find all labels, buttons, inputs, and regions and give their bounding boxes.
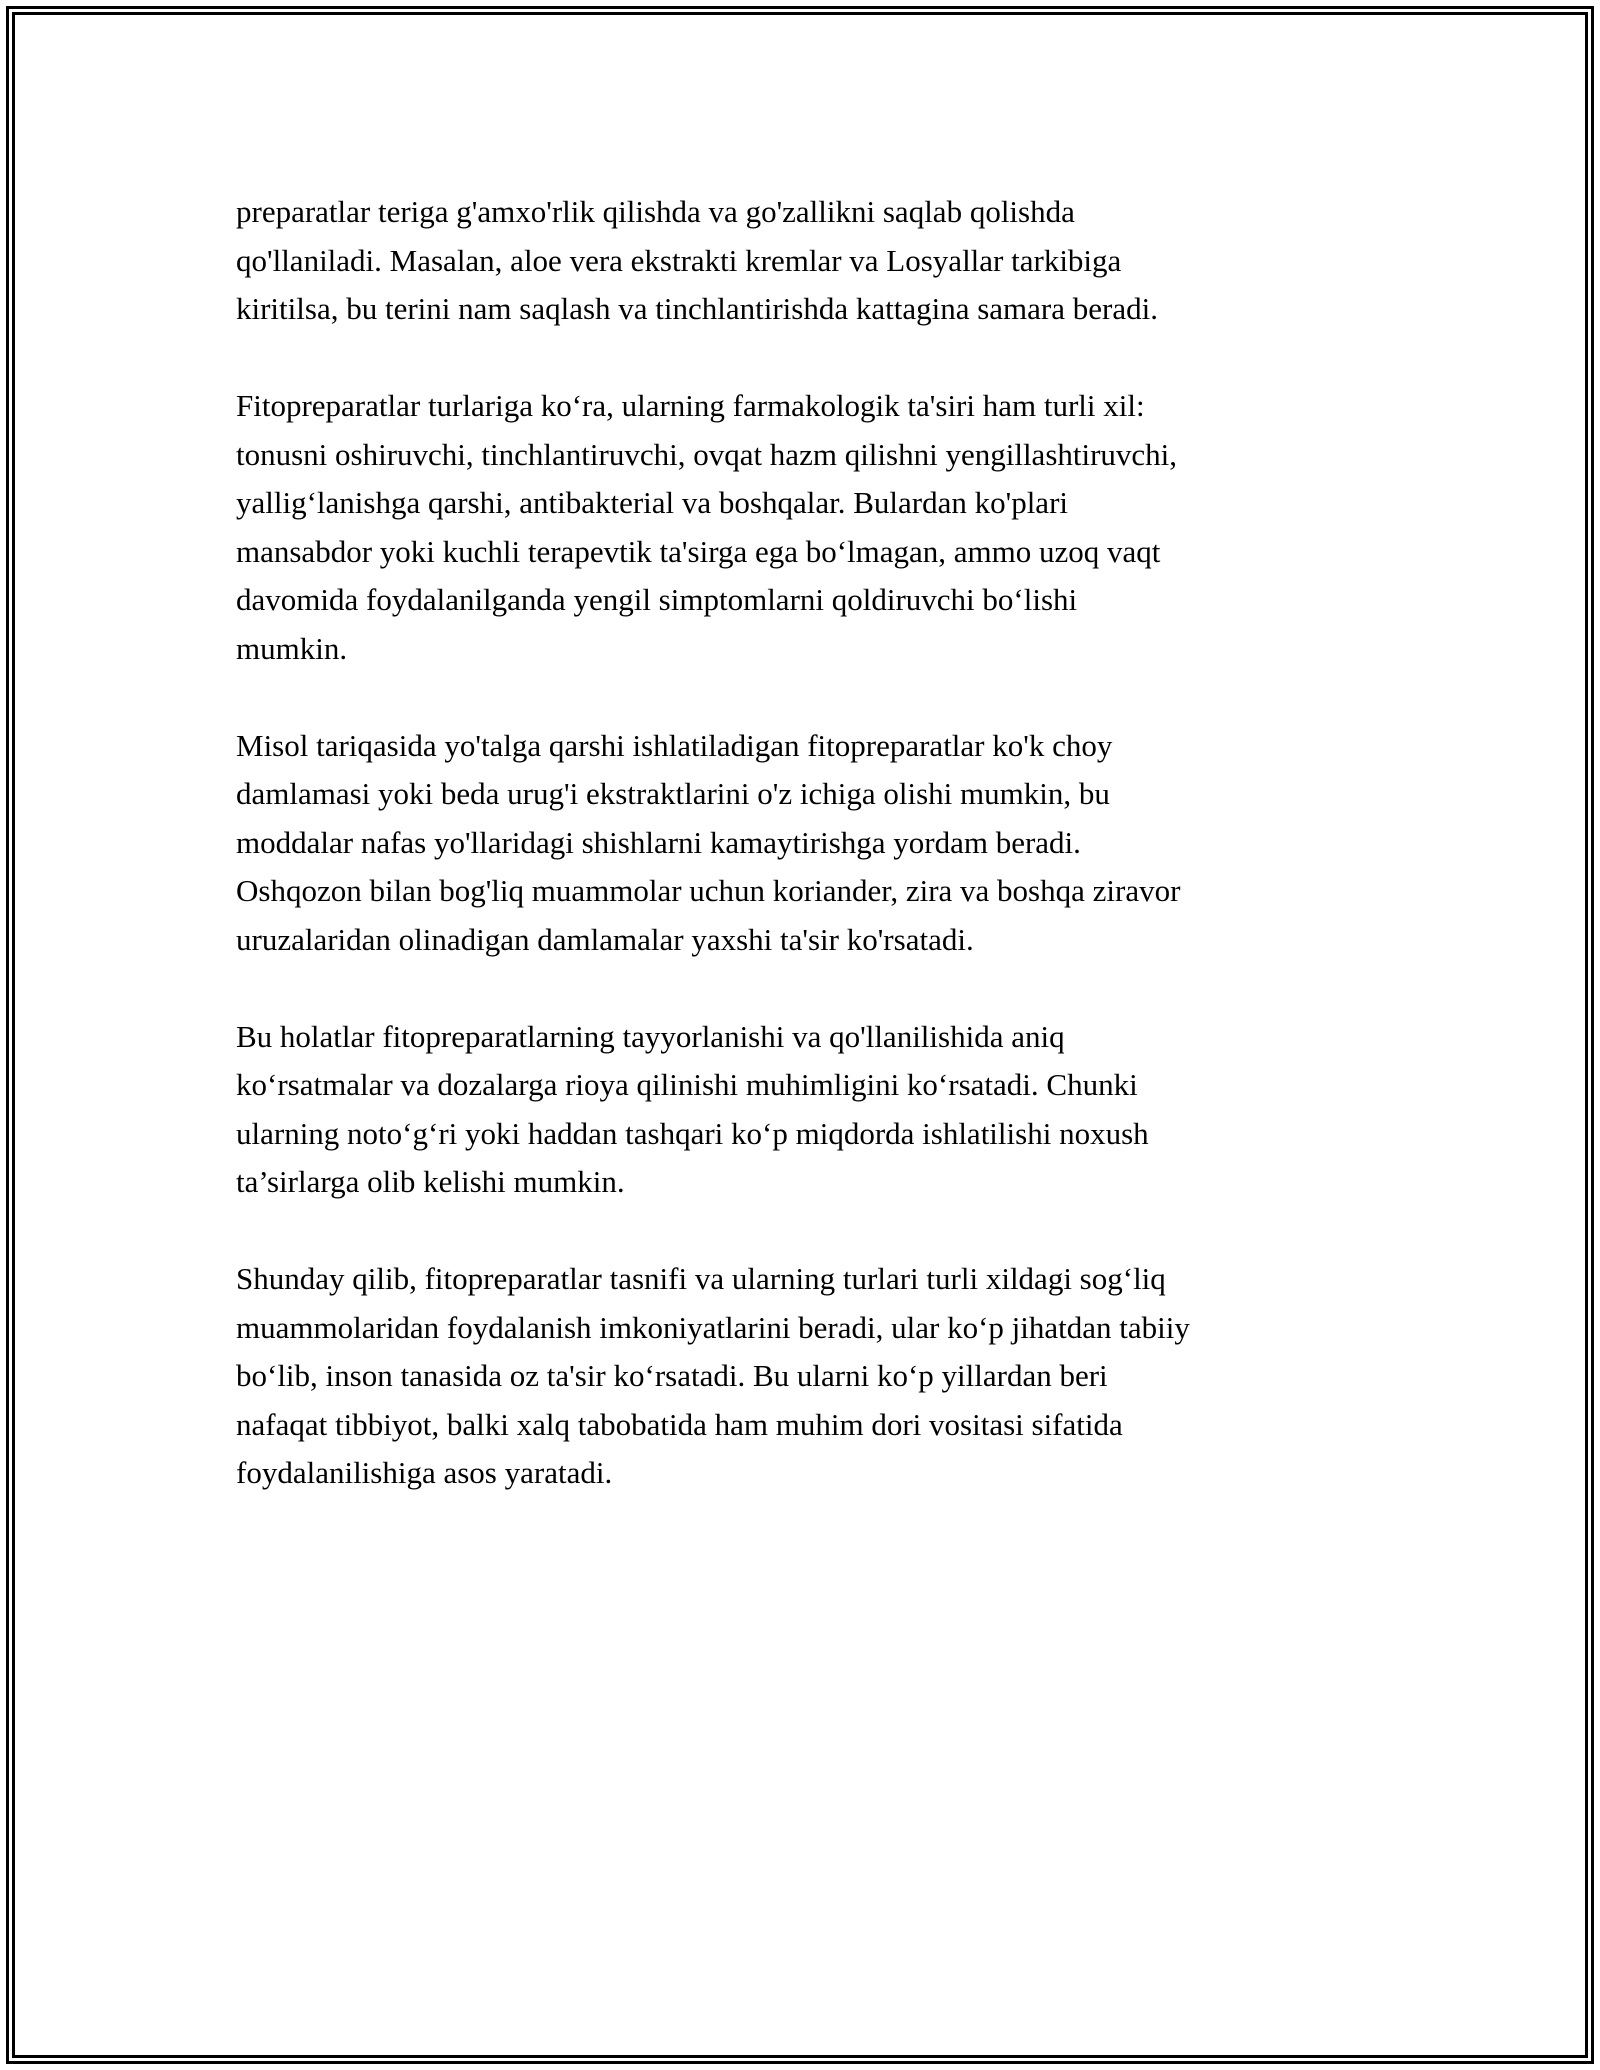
paragraph-3: Misol tariqasida yo'talga qarshi ishlatiladigan fitopreparatlar ko'k choy damlamasi yoki beda urug'i ekstraktlarini o'z ichiga olishi mumkin, bu moddalar nafas yo'llaridagi shishlarni kamaytirishga yordam beradi. Oshqozon bilan bog'liq muammolar uchun koriander, zira va boshqa ziravor uruzalaridan olinadigan damlamalar yaxshi ta'sir ko'rsatadi. xyxy=(236,727,1181,957)
document-body xyxy=(236,188,1376,1546)
paragraph-4: Bu holatlar fitopreparatlarning tayyorlanishi va qo'llanilishida aniq ko‘rsatmalar va dozalarga rioya qilinishi muhimligini ko‘rsatadi. Chunki ularning noto‘g‘ri yoki haddan tashqari ko‘p miqdorda ishlatilishi noxush ta’sirlarga olib kelishi mumkin. xyxy=(236,1018,1149,1199)
paragraph-1: preparatlar teriga g'amxo'rlik qilishda va go'zallikni saqlab qolishda qo'llaniladi. Masalan, aloe vera ekstrakti kremlar va Losyallar tarkibiga kiritilsa, bu terini nam saqlash va tinchlantirishda kattagina samara beradi. xyxy=(236,194,1158,326)
paragraph-5: Shunday qilib, fitopreparatlar tasnifi va ularning turlari turli xildagi sog‘liq muammolaridan foydalanish imkoniyatlarini beradi, ular ko‘p jihatdan tabiiy bo‘lib, inson tanasida oz ta'sir ko‘rsatadi. Bu ularni ko‘p yillardan beri nafaqat tibbiyot, balki xalq tabobatida ham muhim dori vositasi sifatida foydalanilishiga asos yaratadi. xyxy=(236,1261,1190,1490)
paragraph-2: Fitopreparatlar turlariga ko‘ra, ularning farmakologik ta'siri ham turli xil: tonusni oshiruvchi, tinchlantiruvchi, ovqat hazm qilishni yengillashtiruvchi, yallig‘lanishga qarshi, antibakterial va boshqalar. Bulardan ko'plari mansabdor yoki kuchli terapevtik ta'sirga ega bo‘lmagan, ammo uzoq vaqt davomida foydalanilganda yengil simptomlarni qoldiruvchi bo‘lishi mumkin. xyxy=(236,388,1178,666)
